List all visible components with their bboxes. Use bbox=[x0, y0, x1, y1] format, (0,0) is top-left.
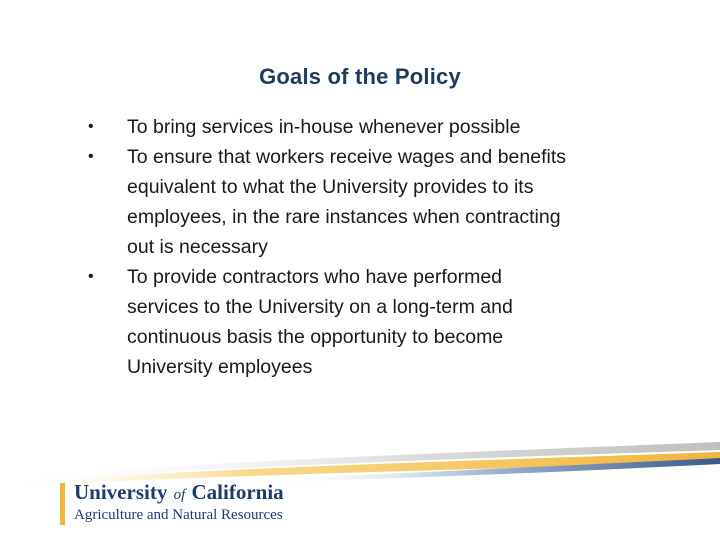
bullet-line: out is necessary bbox=[127, 236, 268, 258]
logo-text-university: University bbox=[74, 480, 168, 504]
bullet-line: To bring services in-house whenever possible bbox=[127, 116, 521, 138]
slide-title: Goals of the Policy bbox=[259, 64, 461, 89]
bullet-line: services to the University on a long-term and bbox=[127, 296, 513, 318]
logo-university-of-california bbox=[74, 480, 284, 505]
bullet-marker: • bbox=[88, 118, 94, 135]
bullet-line: To ensure that workers receive wages and benefits bbox=[127, 146, 566, 168]
bullet-line: To provide contractors who have performed bbox=[127, 266, 503, 288]
bullet-line: University employees bbox=[127, 356, 313, 378]
logo-text-of: of bbox=[173, 487, 186, 503]
bullet-line: continuous basis the opportunity to become bbox=[127, 326, 504, 348]
bullet-line: equivalent to what the University provides to its bbox=[127, 176, 534, 198]
bullet-item bbox=[72, 262, 652, 382]
logo-gold-bar bbox=[60, 483, 65, 525]
bullet-item bbox=[72, 112, 652, 142]
bullet-marker: • bbox=[88, 268, 94, 285]
bullet-item bbox=[72, 142, 652, 262]
bullet-marker: • bbox=[88, 148, 94, 165]
bullet-line: employees, in the rare instances when contracting bbox=[127, 206, 561, 228]
logo-anr-subtitle: Agriculture and Natural Resources bbox=[74, 507, 283, 523]
logo-text-california: California bbox=[191, 480, 284, 504]
bullet-list bbox=[72, 112, 652, 382]
